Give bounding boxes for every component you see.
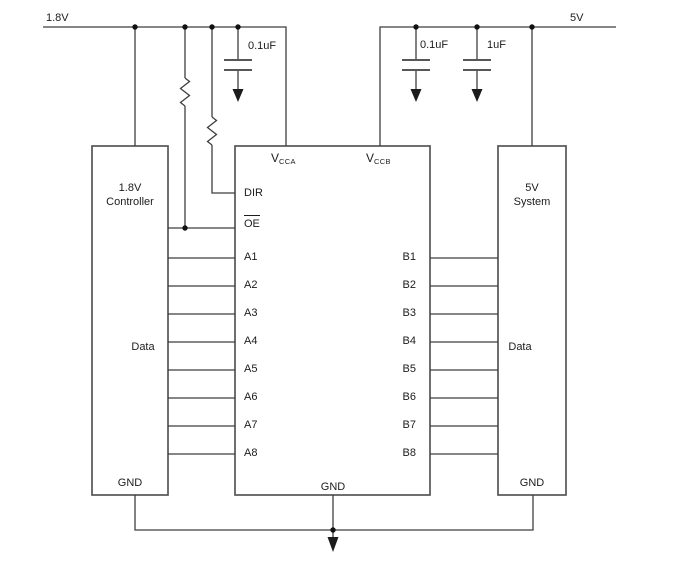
pin-label-b8: B8 — [402, 447, 416, 459]
level-shifter-ic-outline — [235, 146, 430, 495]
vccb-pin-label: $V_{CCB}$ — [366, 151, 391, 166]
pin-label-a8: A8 — [244, 447, 258, 459]
dir-pin-label: DIR — [244, 187, 263, 199]
controller-gnd-label: GND — [117, 477, 143, 489]
capacitor-symbol-c1 — [224, 27, 252, 102]
controller-data-label: Data — [131, 341, 155, 353]
system-gnd-label: GND — [519, 477, 545, 489]
rail-1v8-label: 1.8V — [46, 12, 69, 24]
pin-label-b7: B7 — [402, 419, 416, 431]
vcca-pin-label: $V_{CCA}$ — [271, 151, 296, 166]
rail-5v-label: 5V — [570, 12, 584, 24]
ground-arrow — [328, 537, 339, 552]
pin-label-a3: A3 — [244, 307, 258, 319]
oe-pin-label: OE — [244, 215, 260, 231]
pin-label-a6: A6 — [244, 391, 258, 403]
pin-label-a1: A1 — [244, 251, 258, 263]
pin-label-b5: B5 — [402, 363, 416, 375]
pin-label-a2: A2 — [244, 279, 258, 291]
pin-label-b2: B2 — [402, 279, 416, 291]
pin-label-b6: B6 — [402, 391, 416, 403]
pin-label-a5: A5 — [244, 363, 258, 375]
a-side-wires — [168, 258, 235, 454]
pin-label-a7: A7 — [244, 419, 258, 431]
resistor-symbol-dir-pullup — [208, 27, 236, 193]
system-data-label: Data — [508, 341, 532, 353]
pin-label-b1: B1 — [402, 251, 416, 263]
b-side-wires — [430, 258, 498, 454]
pin-label-b3: B3 — [402, 307, 416, 319]
system-block-name: 5V System — [513, 182, 551, 208]
pin-label-a4: A4 — [244, 335, 258, 347]
capacitor-c3-label: 1uF — [487, 39, 506, 51]
ic-gnd-pin-label: GND — [320, 481, 346, 493]
pin-label-b4: B4 — [402, 335, 416, 347]
resistor-symbol-oe-pullup — [181, 27, 190, 228]
capacitor-c2-label: 0.1uF — [420, 39, 449, 51]
controller-block-name: 1.8V Controller — [106, 182, 154, 208]
capacitor-c1-label: 0.1uF — [248, 40, 277, 52]
